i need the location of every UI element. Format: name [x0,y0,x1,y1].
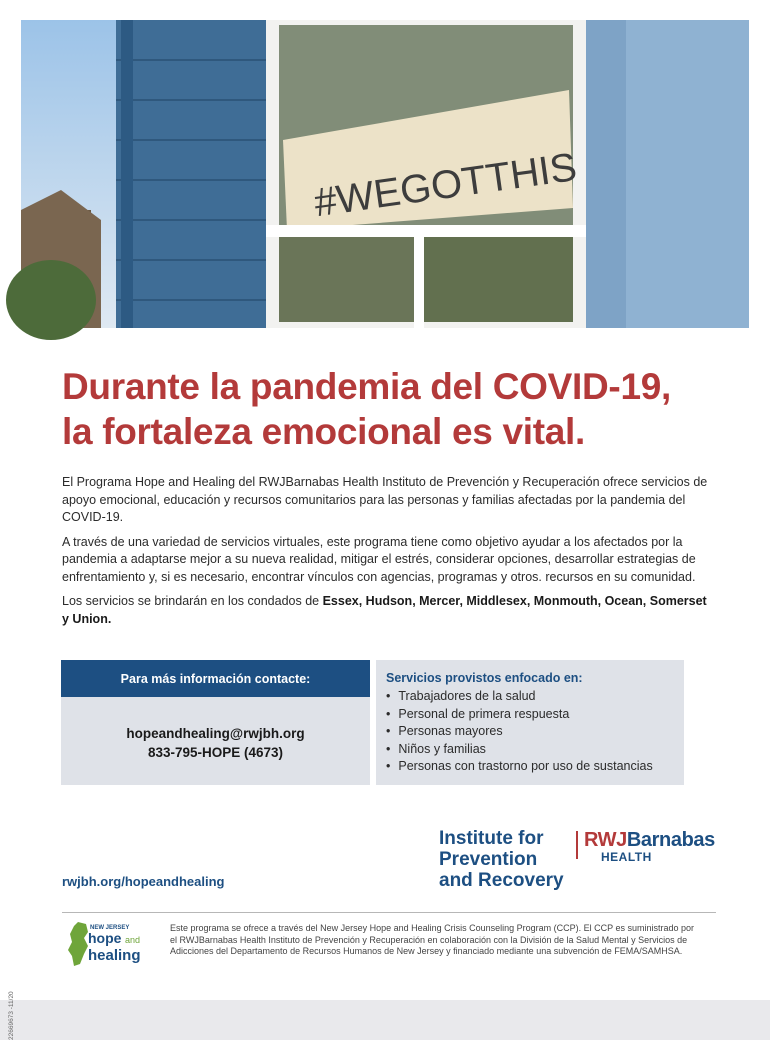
paragraph-intro: El Programa Hope and Healing del RWJBarnabas Health Instituto de Prevención y Recuperación ofrece servicios de apoyo emocional, educación y recursos comunitarios para las personas y familias afectadas por la pandemia del COVID-19. [62,475,708,524]
headline-line-2: la fortaleza emocional es vital. [62,411,585,452]
institute-logo [439,828,564,891]
rwjbarnabas-logo [584,829,715,863]
health-mark: HEALTH [601,850,652,864]
contact-box [61,660,370,785]
sign-text: #WEGOTTHIS [311,144,580,226]
barnabas-mark: Barnabas [626,829,715,851]
rwj-mark: RWJ [584,829,627,851]
logo-divider [576,831,578,859]
hero-photo [21,20,749,328]
document-code: 22669673 -11/20 [8,991,15,1040]
headline [62,364,742,454]
list-item: • Niños y familias [386,741,684,759]
hope-and-healing-logo [62,920,157,968]
institute-line-3: and Recovery [439,870,564,891]
svg-text:and: and [125,935,141,945]
services-title: Servicios provistos enfocado en: [386,671,583,685]
house-window-image [21,20,749,328]
body-text [62,474,712,635]
list-item: • Personal de primera respuesta [386,706,684,724]
svg-text:hope: hope [88,930,122,946]
svg-text:healing: healing [88,947,141,964]
counties-prefix: Los servicios se brindarán en los condados de [62,594,323,608]
list-item: • Personas con trastorno por uso de sustancias [386,758,684,776]
contact-email[interactable]: hopeandhealing@rwjbh.org [126,726,305,741]
institute-line-1: Institute for [439,828,544,849]
services-box [376,660,684,785]
list-item: • Trabajadores de la salud [386,688,684,706]
funding-disclaimer: Este programa se ofrece a través del New Jersey Hope and Healing Crisis Counseling Program (CCP). El CCP es suministrado por el RWJBarnabas Health Instituto de Prevención y Recuperación en colaboración con la División de la Salud Mental y Servicios de Adicciones del Departamento de Recursos Humanos de New Jersey y financiado mediante una subvención de FEMA/SAMHSA. [170,923,695,956]
new-jersey-map-icon [62,920,157,968]
list-item: • Personas mayores [386,723,684,741]
paragraph-counties [62,593,712,628]
svg-text:NEW JERSEY: NEW JERSEY [90,925,130,931]
contact-heading: Para más información contacte: [61,660,370,697]
website-link[interactable]: rwjbh.org/hopeandhealing [62,874,225,889]
contact-phone[interactable]: 833-795-HOPE (4673) [147,745,284,760]
counties-list: Essex, Hudson, Mercer, Middlesex, Monmouth, Ocean, Somerset y Union. [62,594,707,626]
headline-line-1: Durante la pandemia del COVID-19, [62,366,671,407]
paragraph-services: A través de una variedad de servicios virtuales, este programa tiene como objetivo ayudar a los afectados por la pandemia a adaptarse mejor a su nueva realidad, mitigar el estrés, considerar opciones, desarrollar estrategias de enfrentamiento y, si es necesario, encontrar vínculos con agencias, programas y otros. recursos en su comunidad. [62,534,696,584]
services-list [376,688,684,776]
institute-line-2: Prevention [439,849,538,870]
footer-divider [62,912,716,913]
